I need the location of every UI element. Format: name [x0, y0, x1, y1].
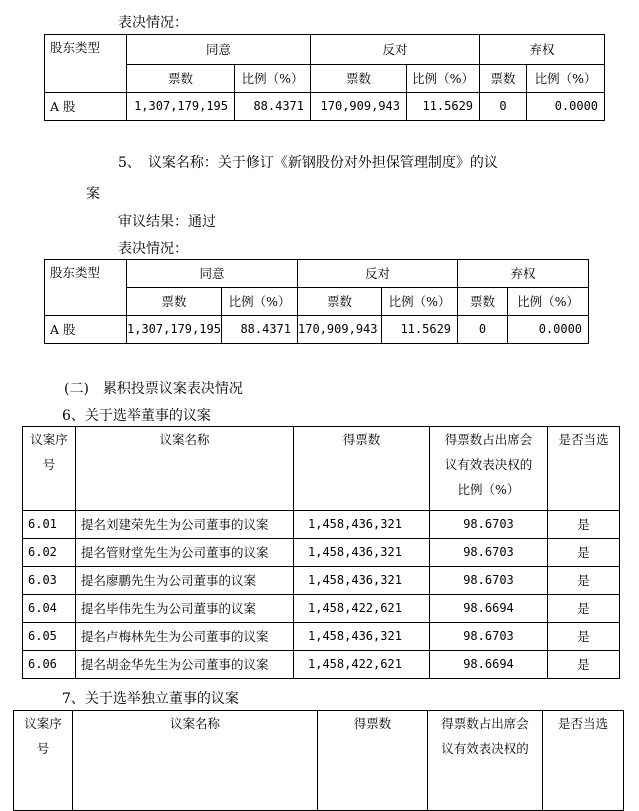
elected-cell: 是 [548, 623, 620, 651]
abstain-header: 弃权 [458, 260, 589, 288]
abstain-ratio-header: 比例（%） [508, 288, 589, 316]
motion-5-title: 5、 议案名称：关于修订《新钢股份对外担保管理制度》的议 [118, 155, 498, 171]
ratio-header: 得票数占出席会 议有效表决权的 比例（%） [430, 427, 548, 511]
name-cell: 提名管财堂先生为公司董事的议案 [76, 539, 294, 567]
abstain-ratio-header: 比例（%） [527, 65, 605, 93]
abstain-votes-header: 票数 [458, 288, 508, 316]
ratio-header: 得票数占出席会 议有效表决权的 [428, 711, 543, 811]
name-cell: 提名刘建荣先生为公司董事的议案 [76, 511, 294, 539]
ratio-cell: 98.6703 [430, 623, 548, 651]
elected-cell: 是 [548, 539, 620, 567]
vote-table-5 [44, 259, 589, 344]
name-cell: 提名卢梅林先生为公司董事的议案 [76, 623, 294, 651]
oppose-ratio-header: 比例（%） [407, 65, 480, 93]
name-cell: 提名胡金华先生为公司董事的议案 [76, 651, 294, 679]
ratio-cell: 98.6694 [430, 595, 548, 623]
name-header: 议案名称 [73, 711, 318, 811]
agree-header: 同意 [127, 35, 311, 65]
oppose-votes-cell: 170,909,943 [298, 316, 382, 344]
abstain-ratio-cell: 0.0000 [527, 93, 605, 121]
seq-cell: 6.02 [23, 539, 76, 567]
holder-type-header: 股东类型 [45, 35, 127, 93]
election-table-6 [22, 426, 620, 679]
seq-cell: 6.03 [23, 567, 76, 595]
agree-header: 同意 [127, 260, 298, 288]
abstain-ratio-cell: 0.0000 [508, 316, 589, 344]
cumulative-section-title: (二) 累积投票议案表决情况 [64, 381, 243, 397]
elected-header: 是否当选 [543, 711, 624, 811]
oppose-ratio-cell: 11.5629 [382, 316, 458, 344]
votes-cell: 1,458,436,321 [294, 567, 430, 595]
election-table-7 [13, 710, 624, 811]
agree-votes-cell: 1,307,179,195 [127, 316, 222, 344]
name-cell: 提名毕伟先生为公司董事的议案 [76, 595, 294, 623]
holder-type-cell: A 股 [45, 93, 127, 121]
seq-cell: 6.04 [23, 595, 76, 623]
agree-ratio-cell: 88.4371 [235, 93, 311, 121]
elected-cell: 是 [548, 651, 620, 679]
table-heading-4: 表决情况： [118, 15, 188, 31]
elected-cell: 是 [548, 595, 620, 623]
votes-header: 得票数 [318, 711, 428, 811]
agree-votes-header: 票数 [127, 65, 235, 93]
table-row [23, 567, 620, 595]
oppose-votes-cell: 170,909,943 [311, 93, 407, 121]
oppose-ratio-header: 比例（%） [382, 288, 458, 316]
agree-votes-header: 票数 [127, 288, 222, 316]
table-row [23, 623, 620, 651]
oppose-ratio-cell: 11.5629 [407, 93, 480, 121]
ratio-cell: 98.6703 [430, 511, 548, 539]
abstain-votes-cell: 0 [458, 316, 508, 344]
holder-type-cell: A 股 [45, 316, 127, 344]
oppose-votes-header: 票数 [311, 65, 407, 93]
vote-table-4 [44, 34, 605, 121]
abstain-votes-header: 票数 [480, 65, 527, 93]
seq-cell: 6.06 [23, 651, 76, 679]
seq-cell: 6.01 [23, 511, 76, 539]
elected-cell: 是 [548, 511, 620, 539]
table-row [23, 651, 620, 679]
agree-ratio-cell: 88.4371 [222, 316, 298, 344]
ratio-cell: 98.6703 [430, 539, 548, 567]
votes-header: 得票数 [294, 427, 430, 511]
votes-cell: 1,458,422,621 [294, 651, 430, 679]
oppose-votes-header: 票数 [298, 288, 382, 316]
abstain-header: 弃权 [480, 35, 605, 65]
table-heading-5: 表决情况： [118, 241, 188, 257]
oppose-header: 反对 [311, 35, 480, 65]
ratio-cell: 98.6703 [430, 567, 548, 595]
elected-cell: 是 [548, 567, 620, 595]
seq-header: 议案序 号 [14, 711, 73, 811]
seq-cell: 6.05 [23, 623, 76, 651]
table-row [23, 595, 620, 623]
motion-5-result: 审议结果：通过 [118, 214, 216, 230]
motion-6-title: 6、关于选举董事的议案 [62, 408, 211, 424]
ratio-cell: 98.6694 [430, 651, 548, 679]
name-header: 议案名称 [76, 427, 294, 511]
holder-type-header: 股东类型 [45, 260, 127, 316]
motion-5-title-cont: 案 [86, 186, 100, 202]
votes-cell: 1,458,436,321 [294, 511, 430, 539]
elected-header: 是否当选 [548, 427, 620, 511]
motion-7-title: 7、关于选举独立董事的议案 [62, 691, 239, 707]
votes-cell: 1,458,422,621 [294, 595, 430, 623]
agree-ratio-header: 比例（%） [235, 65, 311, 93]
votes-cell: 1,458,436,321 [294, 539, 430, 567]
oppose-header: 反对 [298, 260, 458, 288]
agree-ratio-header: 比例（%） [222, 288, 298, 316]
table-row [23, 511, 620, 539]
seq-header: 议案序 号 [23, 427, 76, 511]
table-row [23, 539, 620, 567]
votes-cell: 1,458,436,321 [294, 623, 430, 651]
abstain-votes-cell: 0 [480, 93, 527, 121]
agree-votes-cell: 1,307,179,195 [127, 93, 235, 121]
name-cell: 提名廖鹏先生为公司董事的议案 [76, 567, 294, 595]
